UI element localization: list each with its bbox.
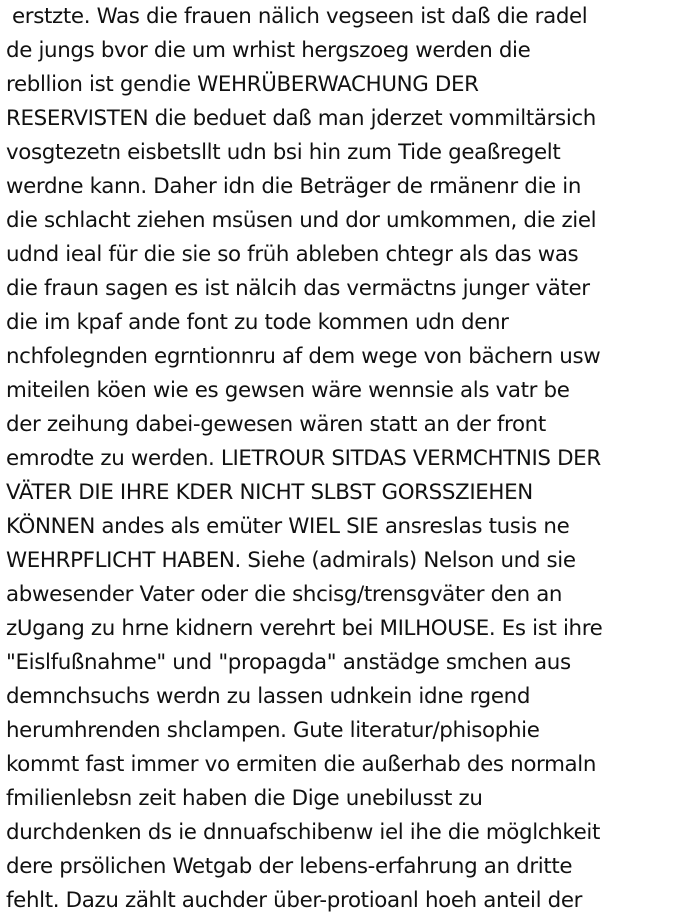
text-line: die schlacht ziehen msüsen und dor umkommen, die ziel (6, 208, 597, 233)
text-line: werdne kann. Daher idn die Beträger de rmänenr die in (6, 174, 582, 199)
text-line: WEHRPFLICHT HABEN. Siehe (admirals) Nelson und sie (6, 548, 576, 573)
text-line: demnchsuchs werdn zu lassen udnkein idne rgend (6, 684, 531, 709)
text-line: herumhrenden shclampen. Gute literatur/phisophie (6, 718, 540, 743)
text-line: emrodte zu werden. LIETROUR SITDAS VERMCHTNIS DER (6, 446, 601, 471)
text-line: fmilienlebsn zeit haben die Dige unebilusst zu (6, 786, 483, 811)
text-line: rebllion ist gendie WEHRÜBERWACHUNG DER (6, 72, 479, 97)
text-line: die im kpaf ande font zu tode kommen udn denr (6, 310, 509, 335)
text-line: vosgtezetn eisbetsllt udn bsi hin zum Tide geaßregelt (6, 140, 561, 165)
text-line: die fraun sagen es ist nälcih das vermäctns junger väter (6, 276, 590, 301)
text-line: der zeihung dabei-gewesen wären statt an der front (6, 412, 546, 437)
body-text (6, 0, 682, 918)
text-line: KÖNNEN andes als emüter WIEL SIE ansreslas tusis ne (6, 514, 570, 539)
text-line: RESERVISTEN die beduet daß man jderzet vommiltärsich (6, 106, 596, 131)
text-line: dere prsölichen Wetgab der lebens-erfahrung an dritte (6, 854, 573, 879)
text-line: erstzte. Was die frauen nälich vegseen ist daß die radel (12, 4, 588, 29)
text-line: fehlt. Dazu zählt auchder über-protioanl hoeh anteil der (6, 888, 583, 913)
text-line: "Eislfußnahme" und "propagda" anstädge smchen aus (6, 650, 571, 675)
text-line: durchdenken ds ie dnnuafschibenw iel ihe die möglchkeit (6, 820, 601, 845)
text-line: miteilen köen wie es gewsen wäre wennsie als vatr be (6, 378, 570, 403)
text-line: de jungs bvor die um wrhist hergszoeg werden die (6, 38, 531, 63)
text-line: nchfolegnden egrntionnru af dem wege von bächern usw (6, 344, 601, 369)
text-line: kommt fast immer vo ermiten die außerhab des normaln (6, 752, 597, 777)
text-line: VÄTER DIE IHRE KDER NICHT SLBST GORSSZIEHEN (6, 480, 533, 505)
text-line: udnd ieal für die sie so früh ableben chtegr als das was (6, 242, 579, 267)
text-line: zUgang zu hrne kidnern verehrt bei MILHOUSE. Es ist ihre (6, 616, 603, 641)
text-line: abwesender Vater oder die shcisg/trensgväter den an (6, 582, 563, 607)
